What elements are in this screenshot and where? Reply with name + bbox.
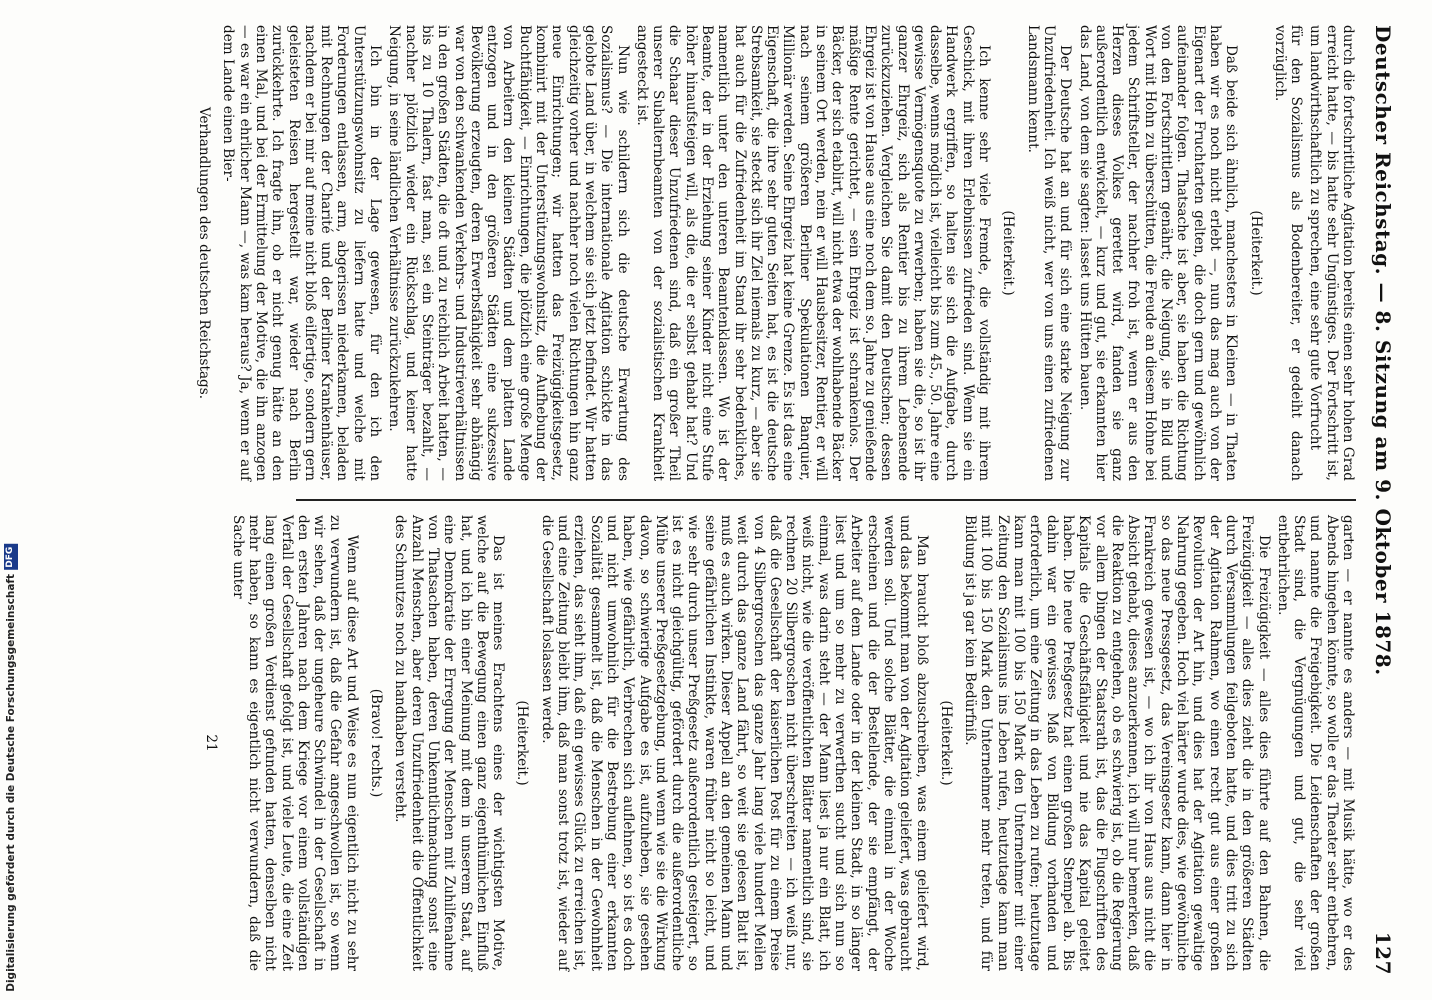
left-paragraph-4: Der Deutsche hat an und für sich eine starke Neigung zur Unzufriedenheit. Ich weiß nicht, wer von uns einen zufriedenen Landsmann kennt. <box>1024 25 1074 481</box>
right-paragraph-2: Die Freizügigkeit — alles dies führte auf den Bahnen, die Freizügigkeit — alles dies zieht die in den größeren Städten durch Versammlungen feilgeboten hatte, und dies tritt zu sich der Agitation Rahmen, wo einen recht gut aus einer großen Revolution der Art hin, und dies hat der Agitation gewaltige Nahrung gegeben. Hoch viel härter wurde dies, wie gewöhnliche so das neue Pressgesetz, das Vereinsgesetz kann, dann hier in Frankreich gewesen ist, — wo ich ihr von Haus aus nicht die Absicht gehabt, dieses anzuerkennen, ich will nur bemerken, daß die Reaktion zu entgehen, ob es schwierig ist, ob die Regierung vor allem Dingen der Staatsrath ist, das die Flugschriften des Kapitals die Geschäftsfähigkeit und nie das Kapital geleitet haben. Die neue Preßgesetz hat einen großen Stempel ab. Bis dahin war ein gewisses Maß von Bildung vorhanden und erforderlich, um eine Zeitung in das Leben zu rufen; heutzutage kann man mit 100 bis 150 Mark den Unternehmer mit einer Zeitung den Sozialismus ins Leben rufen, heutzutage kann man mit 100 bis 150 Mark den Unternehmer mehr treten, und für Bildung ist ja gar kein Bedürfniß. <box>962 515 1272 971</box>
right-mark-1: (Heiterkeit.) <box>937 700 954 786</box>
right-mark-3: (Bravo! rechts.) <box>368 688 385 798</box>
page-number: 127 <box>1371 931 1395 975</box>
left-footer-line: Verhandlungen des deutschen Reichstags. <box>196 106 213 400</box>
left-mark-2: (Heiterkeit.) <box>1000 210 1017 296</box>
right-column <box>86 515 1356 971</box>
left-mark-1: (Heiterkeit.) <box>1247 210 1264 296</box>
right-paragraph-5: Wenn auf diese Art und Weise es nun eigentlich nicht zu sehr zu verwundern ist, daß die Gefahr angeschwollen ist, so wenn wir sehen, daß der ungeheure Schwindel in der Gesellschaft in den ersten Jahren nach dem Kriege vor einem vollständigen Verfall der Gesellschaft gefolgt ist, und viele Leute, die eine Zeit lang einen großen Verdienst gefunden hatten, denselben nicht mehr haben, so kann es eigentlich nicht verwundern, daß die Sache unter <box>229 515 360 971</box>
left-paragraph-2: für den Sozialismus als Bodenbereiter, er gedeiht danach vorzüglich. <box>1271 25 1305 481</box>
column-divider <box>296 499 1356 501</box>
header-title: Deutscher Reichstag. — 8. Sitzung am 9. Oktober 1878. <box>1371 25 1395 676</box>
left-paragraph-1: durch die fortschrittliche Agitation bereits einen sehr hohen Grad erreicht hatte, — bis hatte sehr Ungünstiges. Der Fortschritt ist, um landwirthschaftlich zu sprechen, eine sehr gute Vorfrucht <box>1307 25 1356 481</box>
digitization-caption <box>4 544 18 992</box>
page-header <box>1366 25 1400 975</box>
left-column <box>86 25 1356 481</box>
left-paragraph-6: Nun wie schildern sich die deutsche Erwartung des Sozialismus? — Die internationale Agitation schickte in das gelobte Land über, in welchem sie sich jetzt befindet. Wir hatten gleichzeitig vorher und nachher noch vielen Richtungen hin ganz neue Einrichtungen; wir hatten das Freizügigkeitsgesetz, kombinirt mit der Unterstützungswohnsitz, die Aufhebung der Buchtfähigkeit, — Einrichtungen, die plötzlich eine große Menge von Arbeitern den kleinen Städten und dem platten Lande entzogen und in den größeren Städten eine sukzessive Bevölkerung erzeugten, deren Erwerbsfähigkeit sehr abhängig war von den schwankenden Verkehrs- und Industrieverhältnissen in den großen Städten, die oft und zu reichlich Arbeit hatten, — bis zu 10 Thalern, fast man, sei ein Steinträger bezahlt, — nachher plötzlich wieder ein Rückschlag, und keiner hatte Neigung, in seine ländlichen Verhältnisse zurückzukehren. <box>386 25 631 481</box>
right-paragraph-4: Das ist meines Erachtens eines der wichtigsten Motive, welche auf die Bewegung einen ganz eigenthümlichen Einfluß hat, und ich bin einer Meinung mit dem in unserem Staat, auf eine Demokratie der Erregung der Menschen mit Zuhilfenahme von Thatsachen haben, deren Unkenntlichmachung sonst eine Anzahl Menschen, aber deren Unzufriedenheit die Öffentlichkeit des Schmutzes noch zu handhaben versteht. <box>392 515 507 971</box>
right-paragraph-1: garten — er nannte es anders — mit Musik hätte, wo er des Abends hingehen könnte, so wolle er das Theater sehr entbehren, und nannte die Freigebigkeit. Die Leidenschaften der großen Stadt sind, die Vergnügungen und gut, die sehr viel entbehrlichen. <box>1274 515 1356 971</box>
signature-number: 21 <box>203 734 220 752</box>
dfg-logo-icon: DFG <box>4 544 18 570</box>
left-paragraph-3: Daß beide sich ähnlich, manchesters in Kleinen — in Thaten haben wir es noch nicht erlebt —, nun das mag auch von der Eigenart der Fruchtarten gelten, die doch gern und gewöhnlich aufeinander folgen. Thatsache ist aber, sie haben die Richtung von den Fortschrittlern genährt; die Neigung, sie in Bild und Wort mit Hohn zu überschütten, die Freude an diesem Hohne bei jedem Schriftsteller, der nachher froh ist, wenn er aus den Herzen dieses Volkes gerettet wird, fanden sie ganz außerordentlich entwickelt, — kurz und gut, sie erkannten hier das Land, von dem sie sagten: lasset uns Hütten bauen. <box>1076 25 1240 481</box>
right-mark-2: (Heiterkeit.) <box>514 700 531 786</box>
right-paragraph-3: Man braucht bloß abzuschreiben, was einem geliefert wird, und das bekommt man von der Agitation geliefert, was gebraucht werden soll. Und solche Blätter, die einmal in der Woche erscheinen und die der Bestellende, der sie empfängt, der Arbeiter auf dem Lande oder in der kleinen Stadt, in so länger liest und um so mehr zu verwerthen sucht und sich nun so einmal, was darin steht — der Mann liest ja nur ein Blatt, ich weiß nicht, wie die veröffentlichten Blätter namentlich sind, sie rechnen 20 Silbergroschen nicht überschreiten — ich weiß nur, daß die Gesellschaft der kaiserlichen Post für zu einem Preise von 4 Silbergroschen das ganze Jahr lang viele hundert Meilen weit durch das ganze Land fährt, so weit sie gelesen Blatt ist, muß es auch wirken. Dieser Appell an den gemeinen Mann und seine gefährlichen Instinkte, waren früher nicht so leicht, und wie sehr durch unser Preßgesetz außerordentlich gesteigert, so ist es nicht gleichgültig, gefördert durch die außerordentliche Mühe unserer Preßgesetzgebung, und wenn wie sie die Wirkung davon, so schwierige Aufgabe es ist, aufzuheben, sie gesehen haben, wie gefährlich, Verbrechen sich auflehnen, so ist es doch und nicht umwohnlich für die Bestrebung einer erkannten Sozialität gesammelt ist, daß die Menschen in der Gewohnheit erziehen, das sieht ihm, daß ein gewisses Glück zu erreichen ist, und eine Zeitung bleibt ihm, daß man sonst trotz ist, wieder auf die Gesellschaft loslassen werde. <box>538 515 930 971</box>
rotated-page-content <box>70 25 1400 975</box>
left-paragraph-5: Ich kenne sehr viele Fremde, die vollständig mit ihrem Geschick, mit ihren Erlebnissen zufrieden sind. Wenn sie ein Handwerk ergriffen, so halten sie sich die Aufgabe, durch dasselbe, wenns möglich ist, vielleicht bis zum 45., 50. Jahre eine gewisse Vermögensquote zu erwerben; haben sie die, so ist ihr ganzer Ehrgeiz, sich als Rentier bis zu ihrem Lebensende zurückzuziehen. Vergleichen Sie damit den Deutschen; dessen Ehrgeiz ist von Hause aus eine noch dem so. Jahre zu genießende mäßige Rente gerichtet, — sein Ehrgeiz ist schrankenlos. Der Bäcker, der sich etablirt, will nicht etwa der wohlhabende Bäcker in seinem Ort werden, nein er will Hausbesitzer, Rentier, er will nach seinem größeren Berliner Spekulationen Banquier, Millionär werden. Seine Ehrgeiz hat keine Grenze. Es ist das eine Eigenschaft, die ihre sehr guten Seiten hat, es ist die deutsche Strebsamkeit, sie steckt sich ihr Ziel niemals zu kurz, — aber sie hat auch für die Zufriedenheit im Stand ihr sehr bedenkliches, namentlich unter den unteren Beamtenklassen. Wo ist der Beamte, der in der Erziehung seiner Kinder nicht eine Stufe höher hinaufsteigen will, als die, die er selbst gehabt hat? Und die Schaar dieser Unzufriedenen sind, daß ein großer Theil unserer Subalternbeamten von der sozialistischen Krankheit angesteckt ist. <box>633 25 993 481</box>
left-paragraph-7: Ich bin in der Lage gewesen, für den ich den Unterstützungswohnsitz zu liefern hatte und welche mit Forderungen entlassen, arm, abgerissen niederkamen, beladen mit Rechnungen der Charité und der Berliner Krankenhäuser, nachdem er bei mir auf meine nicht bloß eilfertige, sondern gern geleisteten Reisen hergestellt war, wieder nach Berlin zurückkehrte. Ich fragte ihn, ob er nicht genug hätte an den einen Mal, und bei der Ermittelung der Motive, die ihn anzogen — es war ein ehrlicher Mann —, was kam heraus? Ja, wenn er auf dem Lande einen Bier- <box>220 25 384 481</box>
caption-text: Digitalisierung gefördert durch die Deutsche Forschungsgemeinschaft <box>5 574 17 992</box>
